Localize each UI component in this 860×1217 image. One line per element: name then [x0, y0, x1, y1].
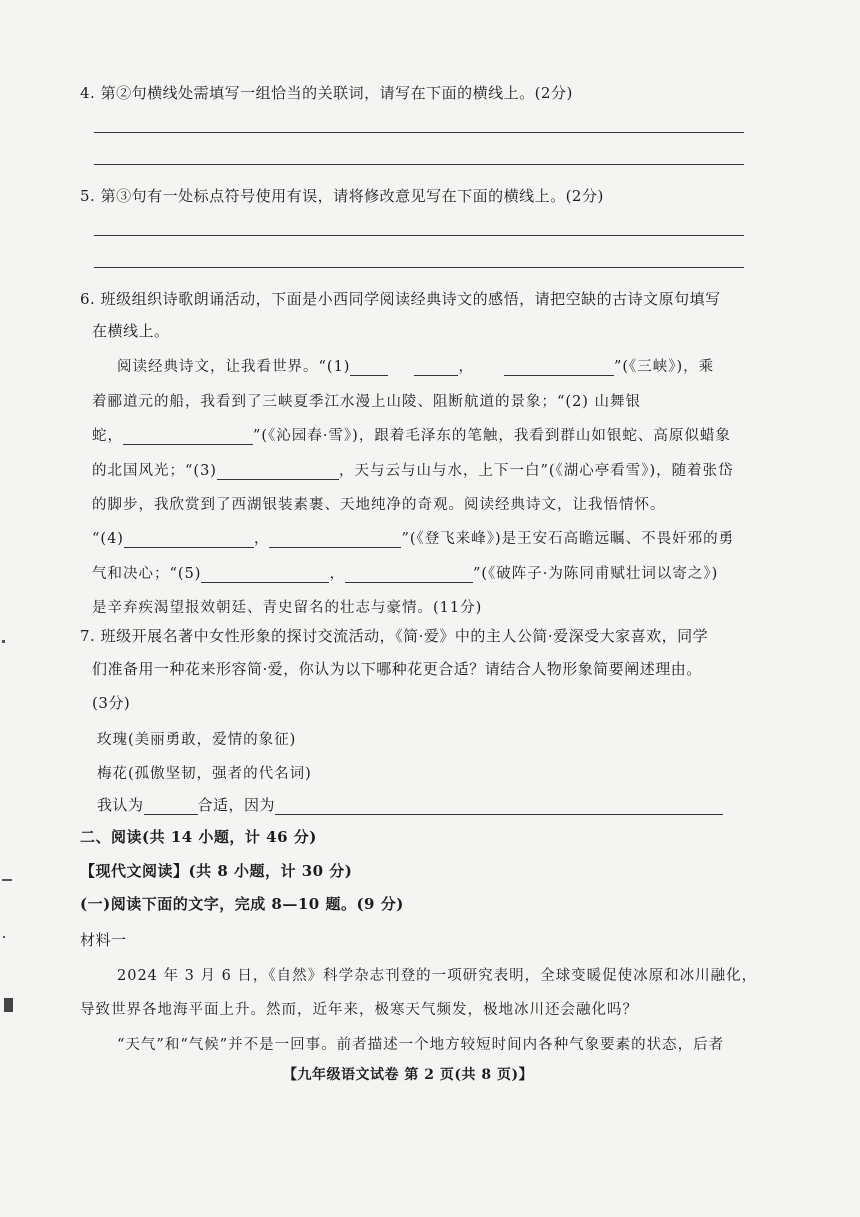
question-6-line2: 在横线上。 — [92, 322, 170, 340]
material-1-line3: “天气”和“气候”并不是一回事。前者描述一个地方较短时间内各种气象要素的状态，后者 — [117, 1037, 725, 1053]
q6-text: ”(《三峡》)，乘 — [613, 359, 715, 375]
material-1-line1: 2024 年 3 月 6 日，《自然》科学杂志刊登的一项研究表明，全球变暖促使冰原和冰川融化， — [117, 968, 758, 984]
section-2-title: 二、阅读(共 14 小题，计 46 分) — [80, 828, 317, 846]
blank-3[interactable] — [217, 463, 339, 480]
q6-paragraph-line2: 着郦道元的船，我看到了三峡夏季江水漫上山陵、阻断航道的景象；“(2) 山舞银 — [92, 394, 642, 410]
q6-paragraph-line4 — [92, 459, 734, 480]
blank-4a[interactable] — [124, 531, 254, 548]
scan-speck — [3, 936, 5, 938]
modern-reading-subtitle: 【现代文阅读】(共 8 小题，计 30 分) — [80, 862, 353, 880]
question-5: 5. 第③句有一处标点符号使用有误，请将修改意见写在下面的横线上。(2分) — [80, 187, 604, 205]
q7-answer-middle: 合适，因为 — [197, 796, 276, 814]
q7-answer-line — [97, 794, 723, 815]
q6-text: 阅读经典诗文，让我看世界。“(1) — [117, 359, 351, 375]
q6-text: 蛇， — [92, 428, 123, 444]
question-7-line3: (3分) — [92, 694, 131, 712]
option-plum: 梅花(孤傲坚韧，强者的代名词) — [97, 766, 312, 782]
question-6-line1: 6. 班级组织诗歌朗诵活动，下面是小西同学阅读经典诗文的感悟，请把空缺的古诗文原句填写 — [80, 290, 721, 308]
page-footer: 【九年级语文试卷 第 2 页(共 8 页)】 — [283, 1067, 534, 1083]
q6-text: ，天与云与山与水，上下一白”(《湖心亭看雪》)，随着张岱 — [338, 463, 734, 479]
q6-paragraph-line1 — [117, 355, 714, 376]
question-7-line2: 们准备用一种花来形容简·爱，你认为以下哪种花更合适？请结合人物形象简要阐述理由。 — [92, 660, 702, 678]
q6-text: ， — [329, 566, 345, 582]
answer-line-q5-1[interactable] — [94, 235, 744, 236]
q6-paragraph-line3 — [92, 424, 731, 445]
scan-speck — [4, 998, 13, 1012]
blank-1b[interactable] — [414, 359, 458, 376]
q6-text: ， — [458, 359, 474, 375]
q7-answer-prefix: 我认为 — [97, 796, 144, 814]
answer-line-q4-1[interactable] — [94, 132, 744, 133]
blank-5a[interactable] — [201, 566, 329, 583]
question-4: 4. 第②句横线处需填写一组恰当的关联词，请写在下面的横线上。(2分) — [80, 84, 573, 102]
question-7-line1: 7. 班级开展名著中女性形象的探讨交流活动，《简·爱》中的主人公简·爱深受大家喜欢，同学 — [80, 627, 709, 645]
blank-flower[interactable] — [144, 798, 198, 815]
blank-1a[interactable] — [350, 359, 388, 376]
blank-1c[interactable] — [504, 359, 614, 376]
part-1-heading: (一)阅读下面的文字，完成 8—10 题。(9 分) — [80, 895, 404, 913]
scan-speck — [2, 640, 5, 643]
q6-paragraph-line8: 是辛弃疾渴望报效朝廷、青史留名的壮志与豪情。(11分) — [92, 600, 483, 616]
q6-text: 的北国风光；“(3) — [92, 463, 217, 479]
q6-paragraph-line6 — [92, 527, 734, 548]
material-1-label: 材料一 — [80, 931, 127, 949]
q6-text: 气和决心；“(5) — [92, 566, 202, 582]
blank-reason[interactable] — [275, 798, 723, 815]
q6-text: ， — [253, 531, 270, 547]
q6-text: ”(《破阵子·为陈同甫赋壮词以寄之》) — [472, 566, 719, 582]
answer-line-q4-2[interactable] — [94, 164, 744, 165]
answer-line-q5-2[interactable] — [94, 267, 744, 268]
scan-speck — [2, 879, 12, 881]
blank-5b[interactable] — [345, 566, 473, 583]
q6-text: ”(《沁园春·雪》)，跟着毛泽东的笔触，我看到群山如银蛇、高原似蜡象 — [253, 428, 731, 444]
option-rose: 玫瑰(美丽勇敢，爱情的象征) — [97, 732, 297, 748]
material-1-line2: 导致世界各地海平面上升。然而，近年来，极寒天气频发，极地冰川还会融化吗？ — [80, 1002, 638, 1018]
blank-2[interactable] — [123, 428, 253, 445]
q6-paragraph-line7 — [92, 562, 718, 583]
q6-text: ”(《登飞来峰》)是王安石高瞻远瞩、不畏奸邪的勇 — [401, 531, 735, 547]
q6-text: “(4) — [92, 531, 124, 547]
q6-paragraph-line5: 的脚步，我欣赏到了西湖银装素裹、天地纯净的奇观。阅读经典诗文，让我悟情怀。 — [92, 497, 666, 513]
blank-4b[interactable] — [269, 531, 401, 548]
